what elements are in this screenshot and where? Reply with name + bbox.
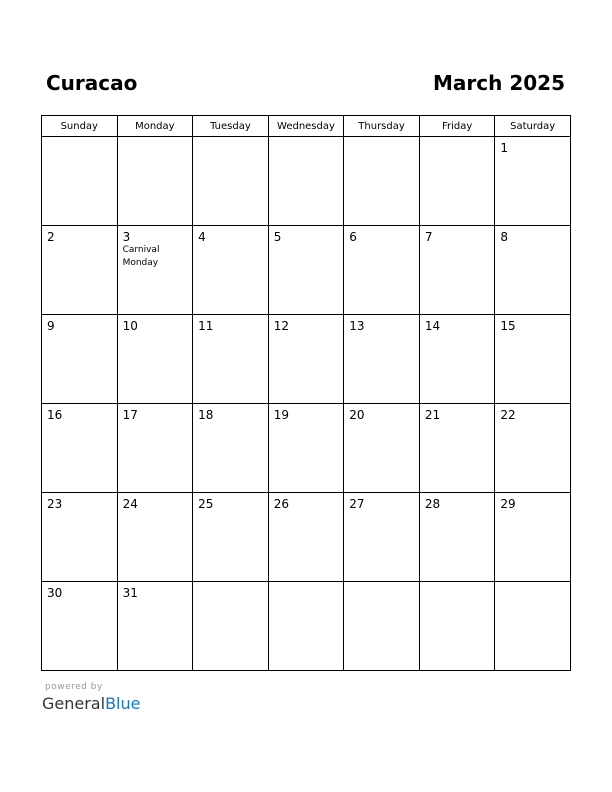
day-number: 14	[424, 319, 441, 333]
day-cell	[419, 315, 495, 404]
day-number: 2	[47, 230, 55, 244]
day-number: 12	[273, 319, 289, 333]
day-cell	[344, 493, 420, 582]
calendar-month-year: March 2025	[433, 71, 565, 95]
day-cell	[117, 226, 193, 315]
day-cell	[495, 493, 571, 582]
day-number: 15	[500, 319, 516, 333]
day-number: 21	[424, 408, 441, 422]
day-cell	[344, 137, 420, 226]
day-cell	[268, 137, 344, 226]
day-number	[344, 582, 419, 586]
day-number	[344, 137, 419, 141]
day-cell	[117, 315, 193, 404]
day-cell	[344, 404, 420, 493]
day-number	[420, 137, 495, 141]
day-cell	[268, 315, 344, 404]
day-number: 3	[122, 230, 131, 244]
day-cell	[268, 493, 344, 582]
calendar-country: Curacao	[46, 71, 138, 95]
day-number	[495, 582, 570, 586]
day-cell	[419, 137, 495, 226]
day-cell	[344, 582, 420, 671]
brand-blue: Blue	[105, 694, 141, 713]
calendar-grid	[41, 115, 571, 671]
powered-by-label: powered by	[45, 682, 103, 692]
day-number	[193, 137, 268, 141]
week-row	[42, 137, 571, 226]
day-number: 8	[500, 230, 509, 244]
day-number: 4	[198, 230, 206, 244]
day-cell	[193, 226, 269, 315]
day-number: 26	[273, 497, 289, 511]
day-cell	[268, 404, 344, 493]
day-cell	[419, 226, 495, 315]
day-cell	[495, 582, 571, 671]
week-row	[42, 404, 571, 493]
week-row	[42, 582, 571, 671]
day-number: 9	[47, 319, 55, 333]
day-number: 7	[424, 230, 433, 244]
day-number	[118, 137, 193, 141]
day-number: 13	[349, 319, 365, 333]
weekday-monday: Monday	[117, 116, 193, 137]
day-cell	[42, 226, 118, 315]
day-cell	[193, 315, 269, 404]
day-cell	[495, 315, 571, 404]
holiday-label: Carnival Monday	[122, 245, 160, 268]
day-cell	[419, 582, 495, 671]
day-cell	[419, 404, 495, 493]
day-cell	[268, 226, 344, 315]
weekday-thursday: Thursday	[344, 116, 420, 137]
weekday-tuesday: Tuesday	[193, 116, 269, 137]
day-cell	[495, 137, 571, 226]
weekday-sunday: Sunday	[42, 116, 118, 137]
brand-general: General	[42, 694, 106, 713]
weekday-header-row	[42, 116, 571, 137]
day-number: 6	[349, 230, 357, 244]
day-number: 27	[349, 497, 365, 511]
day-number: 11	[198, 319, 214, 333]
day-number	[42, 137, 117, 141]
day-cell	[419, 493, 495, 582]
day-cell	[344, 226, 420, 315]
day-cell	[117, 404, 193, 493]
day-number: 20	[349, 408, 365, 422]
day-number	[193, 582, 268, 586]
day-number: 23	[47, 497, 63, 511]
day-number: 19	[273, 408, 289, 422]
week-row	[42, 226, 571, 315]
day-cell	[268, 582, 344, 671]
day-number: 5	[273, 230, 282, 244]
day-number: 28	[424, 497, 441, 511]
day-cell	[495, 404, 571, 493]
day-cell	[193, 404, 269, 493]
day-number: 31	[122, 586, 138, 600]
day-cell	[42, 315, 118, 404]
day-number	[420, 582, 495, 586]
day-number: 29	[500, 497, 516, 511]
day-number: 18	[198, 408, 214, 422]
day-cell	[42, 582, 118, 671]
day-number: 17	[122, 408, 138, 422]
weekday-wednesday: Wednesday	[268, 116, 344, 137]
day-number: 30	[47, 586, 63, 600]
day-number: 25	[198, 497, 214, 511]
generalblue-logo	[42, 694, 140, 713]
day-cell	[117, 493, 193, 582]
day-cell	[193, 493, 269, 582]
weekday-friday: Friday	[419, 116, 495, 137]
day-number: 24	[122, 497, 138, 511]
day-cell	[193, 137, 269, 226]
day-number	[269, 137, 344, 141]
day-number: 16	[47, 408, 63, 422]
day-number: 1	[500, 141, 509, 155]
day-cell	[495, 226, 571, 315]
day-cell	[344, 315, 420, 404]
day-cell	[117, 137, 193, 226]
day-cell	[117, 582, 193, 671]
day-cell	[42, 493, 118, 582]
weekday-saturday: Saturday	[495, 116, 571, 137]
day-number: 10	[122, 319, 138, 333]
day-cell	[42, 137, 118, 226]
day-cell	[42, 404, 118, 493]
day-number: 22	[500, 408, 516, 422]
week-row	[42, 315, 571, 404]
day-cell	[193, 582, 269, 671]
day-number	[269, 582, 344, 586]
week-row	[42, 493, 571, 582]
